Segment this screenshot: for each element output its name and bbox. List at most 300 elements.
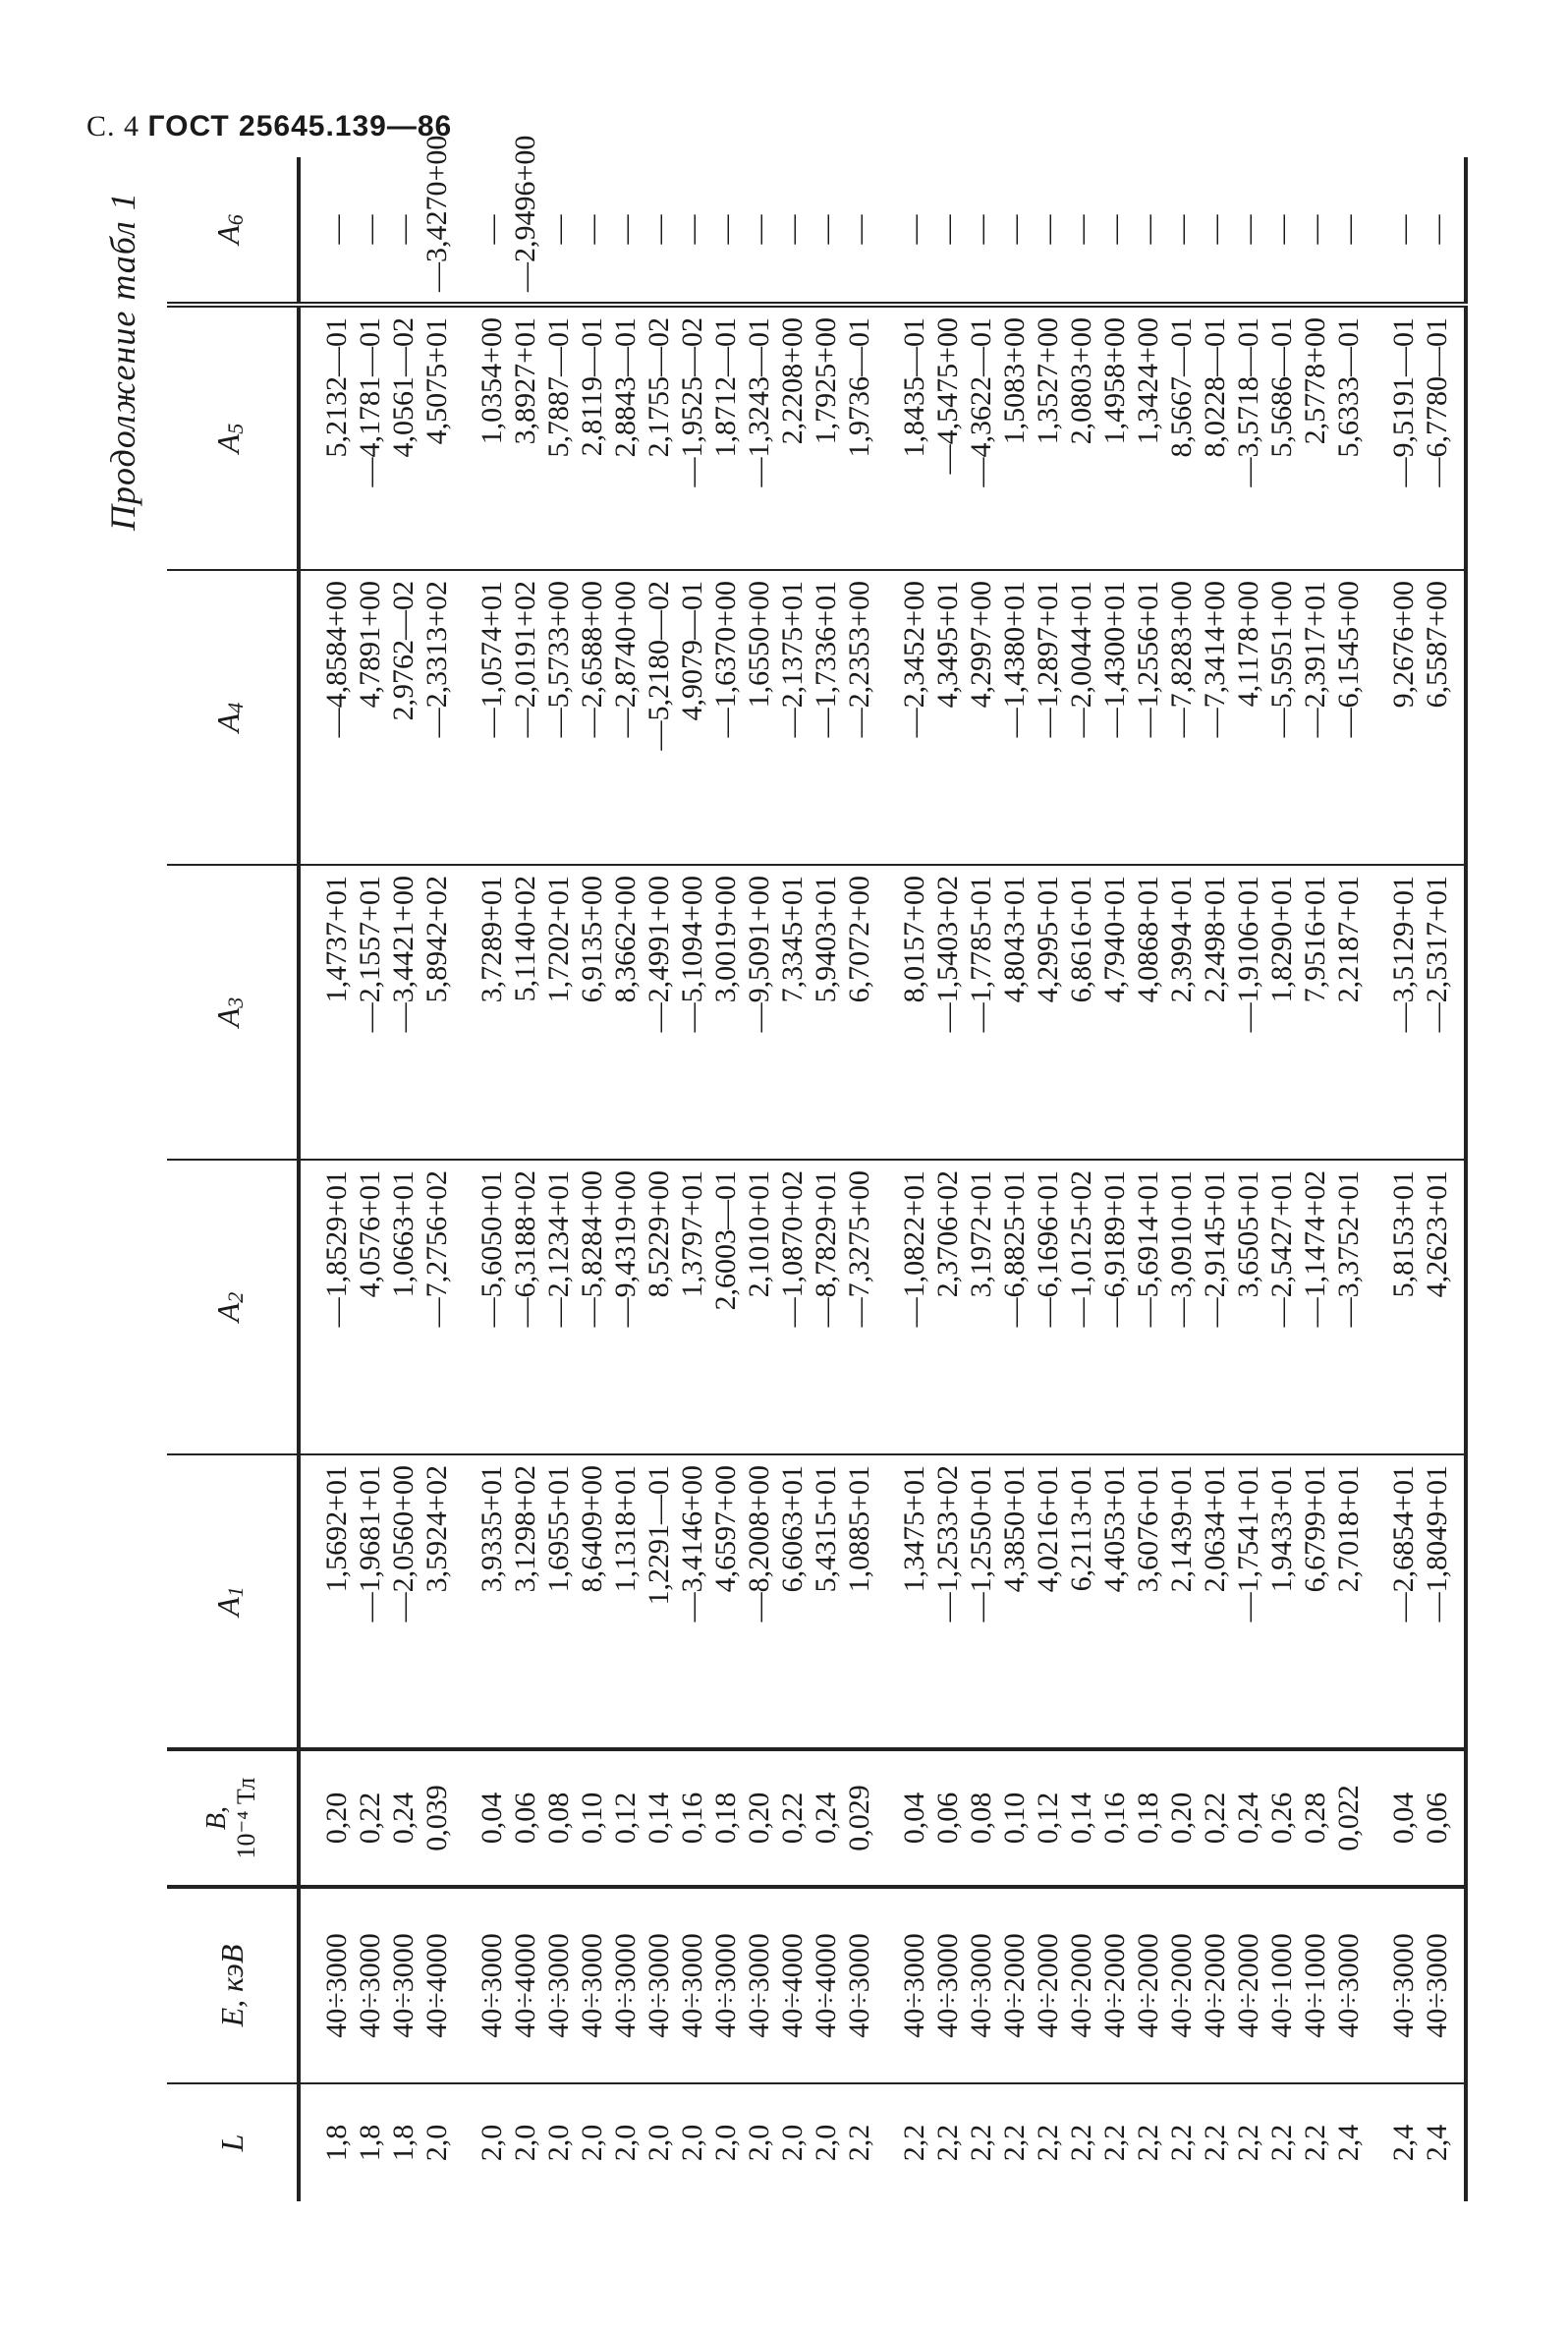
cell-e: 40÷3000 xyxy=(743,1887,776,2083)
header-a3: A3 xyxy=(167,865,299,1160)
cell-a2: —5,6050+01 xyxy=(454,1160,509,1454)
cell-a5: 5,2132—01 xyxy=(299,305,354,570)
cell-a5: —6,7780—01 xyxy=(1421,305,1466,570)
cell-a3: 2,2187+01 xyxy=(1332,865,1366,1160)
cell-a6: — xyxy=(810,157,843,305)
cell-a1: 4,4053+01 xyxy=(1098,1454,1132,1749)
cell-a3: 6,8616+01 xyxy=(1065,865,1098,1160)
cell-a3: —2,5317+01 xyxy=(1421,865,1466,1160)
cell-a5: —3,5718—01 xyxy=(1232,305,1265,570)
cell-l: 2,0 xyxy=(643,2124,675,2162)
cell-a3: 1,4737+01 xyxy=(299,865,354,1160)
cell-l: 2,2 xyxy=(998,2124,1031,2162)
cell-a1: —1,2533+02 xyxy=(931,1454,965,1749)
cell-a1: 4,3850+01 xyxy=(998,1454,1032,1749)
cell-a4: 4,3495+01 xyxy=(931,570,965,865)
cell-a1: 3,5924+02 xyxy=(420,1454,454,1749)
cell-e: 40÷3000 xyxy=(1421,1887,1466,2083)
cell-a5: —4,5475+00 xyxy=(931,305,965,570)
cell-a3: 8,0157+00 xyxy=(876,865,931,1160)
cell-a1: 1,5692+01 xyxy=(299,1454,354,1749)
cell-a5: 2,2208+00 xyxy=(776,305,810,570)
table-row xyxy=(1165,157,1199,2201)
cell-a3: 6,7072+00 xyxy=(843,865,876,1160)
cell-l: 2,2 xyxy=(843,2124,875,2162)
cell-b: 0,10 xyxy=(576,1749,609,1887)
cell-a2: —1,0822+01 xyxy=(876,1160,931,1454)
cell-l: 2,0 xyxy=(609,2124,642,2162)
cell-a5: 1,8435—01 xyxy=(876,305,931,570)
cell-a6: — xyxy=(1265,157,1299,305)
cell-a6: — xyxy=(1065,157,1098,305)
cell-a5: 3,8927+01 xyxy=(509,305,542,570)
cell-a4: 4,1178+00 xyxy=(1232,570,1265,865)
cell-a5: 2,8843—01 xyxy=(609,305,643,570)
cell-b: 0,18 xyxy=(709,1749,743,1887)
table-row xyxy=(810,157,843,2201)
cell-a5: 2,8119—01 xyxy=(576,305,609,570)
cell-l: 1,8 xyxy=(320,2124,353,2162)
table-row xyxy=(1098,157,1132,2201)
cell-l: 2,0 xyxy=(776,2124,809,2162)
cell-e: 40÷3000 xyxy=(676,1887,709,2083)
table-row xyxy=(1332,157,1366,2201)
cell-l: 2,2 xyxy=(1065,2124,1097,2162)
cell-a4: —6,1545+00 xyxy=(1332,570,1366,865)
cell-e: 40÷4000 xyxy=(420,1887,454,2083)
cell-a2: —3,3752+01 xyxy=(1332,1160,1366,1454)
table-row xyxy=(1299,157,1332,2201)
cell-a2: —5,8284+00 xyxy=(576,1160,609,1454)
cell-a1: —8,2008+00 xyxy=(743,1454,776,1749)
cell-a2: —6,1696+01 xyxy=(1032,1160,1065,1454)
cell-a6: — xyxy=(843,157,876,305)
cell-l: 2,0 xyxy=(476,2124,508,2162)
cell-l: 2,0 xyxy=(676,2124,708,2162)
table-row xyxy=(965,157,998,2201)
cell-a3: 1,8290+01 xyxy=(1265,865,1299,1160)
cell-e: 40÷2000 xyxy=(1098,1887,1132,2083)
cell-l: 2,0 xyxy=(576,2124,608,2162)
page-number: С. 4 xyxy=(86,110,140,142)
cell-a3: 4,0868+01 xyxy=(1132,865,1165,1160)
cell-a1: 1,2291—01 xyxy=(643,1454,676,1749)
cell-a5: 1,7925+00 xyxy=(810,305,843,570)
cell-e: 40÷3000 xyxy=(843,1887,876,2083)
cell-a1: —3,4146+00 xyxy=(676,1454,709,1749)
cell-e: 40÷2000 xyxy=(1065,1887,1098,2083)
cell-a4: —2,1375+01 xyxy=(776,570,810,865)
cell-b: 0,022 xyxy=(1332,1749,1366,1887)
cell-a4: 9,2676+00 xyxy=(1366,570,1421,865)
cell-l: 1,8 xyxy=(354,2124,386,2162)
cell-a6: — xyxy=(454,157,509,305)
cell-a3: 8,3662+00 xyxy=(609,865,643,1160)
cell-e: 40÷2000 xyxy=(1165,1887,1199,2083)
table-row xyxy=(843,157,876,2201)
cell-a6: — xyxy=(299,157,354,305)
cell-a4: —2,3452+00 xyxy=(876,570,931,865)
cell-e: 40÷1000 xyxy=(1265,1887,1299,2083)
cell-b: 0,06 xyxy=(509,1749,542,1887)
cell-b: 0,22 xyxy=(1199,1749,1232,1887)
table-row xyxy=(676,157,709,2201)
cell-b: 0,06 xyxy=(1421,1749,1466,1887)
cell-a1: 1,9433+01 xyxy=(1265,1454,1299,1749)
continuation-label: Продолжение табл 1 xyxy=(103,192,142,531)
cell-e: 40÷2000 xyxy=(1032,1887,1065,2083)
cell-b: 0,14 xyxy=(643,1749,676,1887)
cell-l: 2,2 xyxy=(965,2124,997,2162)
header-a6: A6 xyxy=(167,157,299,305)
cell-a6: — xyxy=(576,157,609,305)
cell-a1: 1,3475+01 xyxy=(876,1454,931,1749)
cell-a5: —9,5191—01 xyxy=(1366,305,1421,570)
cell-b: 0,12 xyxy=(609,1749,643,1887)
cell-a3: 2,2498+01 xyxy=(1199,865,1232,1160)
cell-e: 40÷3000 xyxy=(643,1887,676,2083)
coefficients-table xyxy=(167,135,1468,2201)
cell-e: 40÷3000 xyxy=(576,1887,609,2083)
cell-a2: 1,3797+01 xyxy=(676,1160,709,1454)
cell-a5: 5,7887—01 xyxy=(542,305,576,570)
cell-a3: 6,9135+00 xyxy=(576,865,609,1160)
cell-e: 40÷2000 xyxy=(998,1887,1032,2083)
cell-l: 2,4 xyxy=(1332,2124,1365,2162)
cell-a1: 3,9335+01 xyxy=(454,1454,509,1749)
table-row xyxy=(1232,157,1265,2201)
cell-e: 40÷4000 xyxy=(810,1887,843,2083)
cell-a5: —1,9525—02 xyxy=(676,305,709,570)
table-body xyxy=(299,135,1466,2201)
table-row xyxy=(542,157,576,2201)
cell-a2: —6,8825+01 xyxy=(998,1160,1032,1454)
cell-a4: —2,3313+02 xyxy=(420,570,454,865)
table-row xyxy=(643,157,676,2201)
cell-b: 0,12 xyxy=(1032,1749,1065,1887)
cell-a6: — xyxy=(1421,157,1466,305)
cell-l: 2,2 xyxy=(1299,2124,1331,2162)
cell-l: 2,0 xyxy=(810,2124,842,2162)
cell-b: 0,22 xyxy=(776,1749,810,1887)
cell-a3: —1,7785+01 xyxy=(965,865,998,1160)
table-row xyxy=(709,157,743,2201)
cell-a2: —6,9189+01 xyxy=(1098,1160,1132,1454)
cell-l: 2,0 xyxy=(743,2124,775,2162)
cell-a4: —5,5733+00 xyxy=(542,570,576,865)
cell-l: 2,4 xyxy=(1387,2124,1420,2162)
table-row xyxy=(576,157,609,2201)
cell-b: 0,22 xyxy=(354,1749,387,1887)
cell-a1: 5,4315+01 xyxy=(810,1454,843,1749)
cell-a3: 7,3345+01 xyxy=(776,865,810,1160)
table-row xyxy=(876,157,931,2201)
cell-a1: 4,0216+01 xyxy=(1032,1454,1065,1749)
cell-b: 0,08 xyxy=(965,1749,998,1887)
table-row xyxy=(1366,157,1421,2201)
cell-b: 0,04 xyxy=(454,1749,509,1887)
cell-a5: 1,0354+00 xyxy=(454,305,509,570)
cell-a2: —1,0125+02 xyxy=(1065,1160,1098,1454)
table-row xyxy=(1199,157,1232,2201)
header-a5: A5 xyxy=(167,305,299,570)
cell-e: 40÷3000 xyxy=(609,1887,643,2083)
cell-a3: 1,7202+01 xyxy=(542,865,576,1160)
rotated-table-area xyxy=(79,79,1533,2201)
cell-a4: —1,7336+01 xyxy=(810,570,843,865)
cell-a5: 1,4958+00 xyxy=(1098,305,1132,570)
cell-a2: 8,5229+00 xyxy=(643,1160,676,1454)
cell-a2: 3,6505+01 xyxy=(1232,1160,1265,1454)
cell-l: 2,2 xyxy=(1199,2124,1231,2162)
cell-a6: — xyxy=(743,157,776,305)
cell-a6: — xyxy=(965,157,998,305)
cell-a3: —2,1557+01 xyxy=(354,865,387,1160)
table-row xyxy=(743,157,776,2201)
cell-b: 0,20 xyxy=(1165,1749,1199,1887)
cell-a6: — xyxy=(1032,157,1065,305)
cell-a2: —6,3188+02 xyxy=(509,1160,542,1454)
cell-a2: —5,6914+01 xyxy=(1132,1160,1165,1454)
cell-a4: —7,3414+00 xyxy=(1199,570,1232,865)
cell-a2: —2,5427+01 xyxy=(1265,1160,1299,1454)
cell-a5: —1,3243—01 xyxy=(743,305,776,570)
cell-a1: 2,7018+01 xyxy=(1332,1454,1366,1749)
cell-a6: — xyxy=(676,157,709,305)
cell-b: 0,18 xyxy=(1132,1749,1165,1887)
cell-e: 40÷2000 xyxy=(1232,1887,1265,2083)
cell-a5: 2,1755—02 xyxy=(643,305,676,570)
header-field xyxy=(167,1749,299,1887)
cell-a2: —1,0870+02 xyxy=(776,1160,810,1454)
cell-b: 0,029 xyxy=(843,1749,876,1887)
cell-a2: 2,3706+02 xyxy=(931,1160,965,1454)
cell-b: 0,10 xyxy=(998,1749,1032,1887)
cell-a3: 4,7940+01 xyxy=(1098,865,1132,1160)
cell-a6: —3,4270+00 xyxy=(420,157,454,305)
cell-a1: 1,1318+01 xyxy=(609,1454,643,1749)
cell-a6: — xyxy=(1299,157,1332,305)
cell-a3: 3,0019+00 xyxy=(709,865,743,1160)
cell-b: 0,16 xyxy=(676,1749,709,1887)
cell-a1: —1,8049+01 xyxy=(1421,1454,1466,1749)
cell-a3: —2,4991+00 xyxy=(643,865,676,1160)
cell-e: 40÷4000 xyxy=(776,1887,810,2083)
cell-a4: —5,2180—02 xyxy=(643,570,676,865)
cell-a6: — xyxy=(542,157,576,305)
cell-a4: —2,6588+00 xyxy=(576,570,609,865)
cell-a2: 5,8153+01 xyxy=(1366,1160,1421,1454)
cell-a6: — xyxy=(609,157,643,305)
cell-a4: —1,2897+01 xyxy=(1032,570,1065,865)
cell-b: 0,08 xyxy=(542,1749,576,1887)
cell-l: 2,2 xyxy=(1232,2124,1264,2162)
cell-a4: —1,0574+01 xyxy=(454,570,509,865)
cell-a1: 1,0885+01 xyxy=(843,1454,876,1749)
cell-a3: 3,7289+01 xyxy=(454,865,509,1160)
cell-a3: —1,9106+01 xyxy=(1232,865,1265,1160)
cell-e: 40÷1000 xyxy=(1299,1887,1332,2083)
table-row xyxy=(354,157,387,2201)
cell-a5: 1,5083+00 xyxy=(998,305,1032,570)
cell-e: 40÷2000 xyxy=(1132,1887,1165,2083)
cell-a6: — xyxy=(1199,157,1232,305)
table-row xyxy=(998,157,1032,2201)
cell-a2: —7,3275+00 xyxy=(843,1160,876,1454)
cell-e: 40÷3000 xyxy=(387,1887,420,2083)
table-row xyxy=(420,157,454,2201)
table-row xyxy=(1065,157,1098,2201)
cell-a3: —9,5091+00 xyxy=(743,865,776,1160)
cell-a4: —5,5951+00 xyxy=(1265,570,1299,865)
cell-a2: 1,0663+01 xyxy=(387,1160,420,1454)
cell-e: 40÷3000 xyxy=(454,1887,509,2083)
cell-e: 40÷3000 xyxy=(354,1887,387,2083)
cell-a2: —9,4319+00 xyxy=(609,1160,643,1454)
cell-a5: 4,0561—02 xyxy=(387,305,420,570)
cell-a1: —1,7541+01 xyxy=(1232,1454,1265,1749)
cell-a2: 4,2623+01 xyxy=(1421,1160,1466,1454)
cell-a4: —2,8740+00 xyxy=(609,570,643,865)
cell-b: 0,24 xyxy=(1232,1749,1265,1887)
cell-l: 2,0 xyxy=(709,2124,742,2162)
cell-a5: 2,0803+00 xyxy=(1065,305,1098,570)
cell-a3: —3,4421+00 xyxy=(387,865,420,1160)
cell-a6: — xyxy=(876,157,931,305)
cell-e: 40÷3000 xyxy=(709,1887,743,2083)
cell-a6: —2,9496+00 xyxy=(509,157,542,305)
cell-a2: —7,2756+02 xyxy=(420,1160,454,1454)
cell-a5: 8,5667—01 xyxy=(1165,305,1199,570)
cell-a5: 1,9736—01 xyxy=(843,305,876,570)
cell-a4: 1,6550+00 xyxy=(743,570,776,865)
table-header-row xyxy=(167,157,299,2201)
cell-a2: —3,0910+01 xyxy=(1165,1160,1199,1454)
cell-b: 0,14 xyxy=(1065,1749,1098,1887)
cell-e: 40÷2000 xyxy=(1199,1887,1232,2083)
cell-a3: —1,5403+02 xyxy=(931,865,965,1160)
cell-a5: 1,3527+00 xyxy=(1032,305,1065,570)
cell-l: 2,2 xyxy=(1098,2124,1131,2162)
cell-a1: 3,1298+02 xyxy=(509,1454,542,1749)
cell-e: 40÷3000 xyxy=(299,1887,354,2083)
table-row xyxy=(1032,157,1065,2201)
cell-a4: 4,7891+00 xyxy=(354,570,387,865)
cell-a2: 4,0576+01 xyxy=(354,1160,387,1454)
cell-a3: 2,3994+01 xyxy=(1165,865,1199,1160)
cell-a3: 5,1140+02 xyxy=(509,865,542,1160)
cell-a4: —1,6370+00 xyxy=(709,570,743,865)
header-l: L xyxy=(167,2083,299,2201)
table-row xyxy=(387,157,420,2201)
cell-a1: 2,0634+01 xyxy=(1199,1454,1232,1749)
cell-a1: 8,6409+00 xyxy=(576,1454,609,1749)
cell-a6: — xyxy=(709,157,743,305)
cell-l: 2,0 xyxy=(509,2124,541,2162)
cell-a5: 4,5075+01 xyxy=(420,305,454,570)
cell-a3: 5,8942+02 xyxy=(420,865,454,1160)
cell-a1: 1,6955+01 xyxy=(542,1454,576,1749)
cell-a1: —2,0560+00 xyxy=(387,1454,420,1749)
cell-l: 2,2 xyxy=(1032,2124,1064,2162)
cell-a5: 5,6333—01 xyxy=(1332,305,1366,570)
table-row xyxy=(1265,157,1299,2201)
cell-l: 2,2 xyxy=(931,2124,964,2162)
cell-a3: 4,2995+01 xyxy=(1032,865,1065,1160)
cell-a4: —1,4380+01 xyxy=(998,570,1032,865)
cell-a1: 4,6597+00 xyxy=(709,1454,743,1749)
cell-b: 0,24 xyxy=(810,1749,843,1887)
cell-a4: —2,0191+02 xyxy=(509,570,542,865)
cell-a5: —4,3622—01 xyxy=(965,305,998,570)
table-row xyxy=(299,157,354,2201)
cell-a6: — xyxy=(1098,157,1132,305)
cell-b: 0,20 xyxy=(743,1749,776,1887)
cell-a5: 2,5778+00 xyxy=(1299,305,1332,570)
cell-a4: —2,2353+00 xyxy=(843,570,876,865)
table-row xyxy=(1421,157,1466,2201)
cell-a2: —1,8529+01 xyxy=(299,1160,354,1454)
cell-a4: 2,9762—02 xyxy=(387,570,420,865)
cell-l: 2,2 xyxy=(1165,2124,1198,2162)
cell-b: 0,16 xyxy=(1098,1749,1132,1887)
cell-a1: 6,6799+01 xyxy=(1299,1454,1332,1749)
cell-a4: —4,8584+00 xyxy=(299,570,354,865)
cell-a6: — xyxy=(1232,157,1265,305)
cell-a5: 1,8712—01 xyxy=(709,305,743,570)
cell-a6: — xyxy=(387,157,420,305)
cell-a6: — xyxy=(998,157,1032,305)
cell-a2: 2,1010+01 xyxy=(743,1160,776,1454)
cell-a3: —5,1094+00 xyxy=(676,865,709,1160)
cell-a2: —2,9145+01 xyxy=(1199,1160,1232,1454)
table-row xyxy=(776,157,810,2201)
cell-e: 40÷3000 xyxy=(965,1887,998,2083)
document-code: ГОСТ 25645.139—86 xyxy=(147,110,453,142)
cell-a1: 2,1439+01 xyxy=(1165,1454,1199,1749)
cell-a6: — xyxy=(1332,157,1366,305)
cell-e: 40÷4000 xyxy=(509,1887,542,2083)
table-row xyxy=(1132,157,1165,2201)
cell-a2: —8,7829+01 xyxy=(810,1160,843,1454)
header-field-symbol: B, xyxy=(201,1805,232,1831)
cell-a1: 6,2113+01 xyxy=(1065,1454,1098,1749)
cell-a4: 4,9079—01 xyxy=(676,570,709,865)
cell-l: 2,2 xyxy=(1132,2124,1164,2162)
cell-a2: —2,1234+01 xyxy=(542,1160,576,1454)
cell-a5: 8,0228—01 xyxy=(1199,305,1232,570)
cell-a6: — xyxy=(776,157,810,305)
cell-e: 40÷3000 xyxy=(1332,1887,1366,2083)
cell-a4: —1,4300+01 xyxy=(1098,570,1132,865)
header-a2: A2 xyxy=(167,1160,299,1454)
cell-a3: 4,8043+01 xyxy=(998,865,1032,1160)
cell-a1: 6,6063+01 xyxy=(776,1454,810,1749)
cell-a6: — xyxy=(1366,157,1421,305)
cell-a3: 5,9403+01 xyxy=(810,865,843,1160)
cell-b: 0,04 xyxy=(1366,1749,1421,1887)
cell-e: 40÷3000 xyxy=(931,1887,965,2083)
cell-a1: 3,6076+01 xyxy=(1132,1454,1165,1749)
cell-a5: —4,1781—01 xyxy=(354,305,387,570)
table-row xyxy=(509,157,542,2201)
cell-l: 2,0 xyxy=(542,2124,575,2162)
cell-a4: —2,3917+01 xyxy=(1299,570,1332,865)
cell-a4: —7,8283+00 xyxy=(1165,570,1199,865)
cell-l: 2,4 xyxy=(1421,2083,1466,2201)
cell-a6: — xyxy=(643,157,676,305)
cell-a2: 3,1972+01 xyxy=(965,1160,998,1454)
